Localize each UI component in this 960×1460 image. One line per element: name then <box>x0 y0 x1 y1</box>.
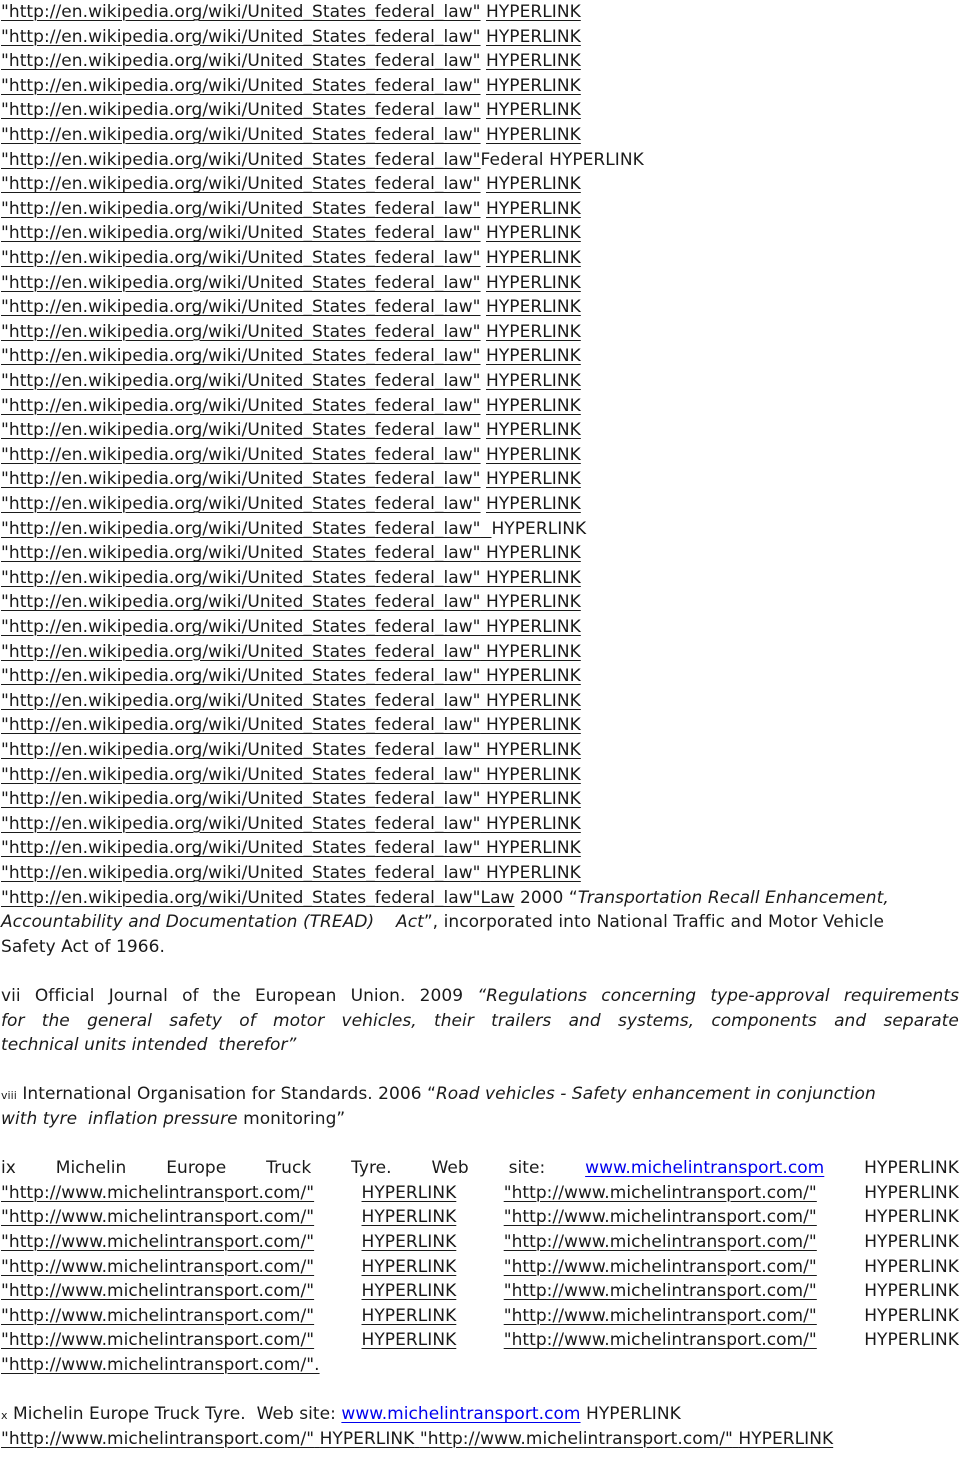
wiki-url[interactable]: "http://en.wikipedia.org/wiki/United_States_federal_law" <box>1 371 481 391</box>
wiki-link-line[interactable] <box>1 394 581 419</box>
wiki-link-line[interactable] <box>1 615 581 640</box>
note-word: general <box>87 1010 153 1031</box>
hyperlink-field: HYPERLINK <box>486 813 581 834</box>
wiki-url[interactable]: "http://en.wikipedia.org/wiki/United_States_federal_law" <box>1 863 481 883</box>
hyperlink-field: HYPERLINK <box>486 2 581 22</box>
michelin-url[interactable]: "http://www.michelintransport.com/" <box>419 1428 733 1449</box>
hyperlink-field: HYPERLINK <box>486 371 581 391</box>
note-word: Journal <box>108 986 168 1006</box>
note-word: for <box>1 1010 25 1031</box>
footnote-marker: ix <box>1 1158 16 1179</box>
wiki-link-line[interactable] <box>1 492 581 517</box>
michelin-url[interactable]: "http://www.michelintransport.com/" <box>1 1207 315 1228</box>
hyperlink-field: HYPERLINK <box>586 1404 681 1425</box>
hyperlink-field: HYPERLINK <box>486 543 581 564</box>
note-word: and <box>834 1010 867 1031</box>
wiki-link-line[interactable] <box>1 418 581 443</box>
michelin-link-line <box>1 1304 959 1329</box>
note-word: separate <box>883 1010 959 1031</box>
hyperlink-field: HYPERLINK <box>361 1256 457 1277</box>
hyperlink-field: HYPERLINK <box>486 740 581 760</box>
note-word: the <box>212 986 241 1006</box>
michelin-url[interactable]: "http://www.michelintransport.com/" <box>1 1232 315 1252</box>
michelin-site-link[interactable]: www.michelintransport.com <box>585 1158 825 1179</box>
wiki-url[interactable]: "http://en.wikipedia.org/wiki/United_States_federal_law" <box>1 592 481 613</box>
note-vii-line-2 <box>1 1009 959 1034</box>
hyperlink-field: HYPERLINK <box>486 789 581 810</box>
note-word: and <box>568 1010 601 1031</box>
hyperlink-field: HYPERLINK <box>486 641 581 662</box>
wiki-link-line[interactable] <box>1 590 581 615</box>
hyperlink-field: HYPERLINK <box>486 321 581 342</box>
hyperlink-field: HYPERLINK <box>486 764 581 785</box>
wiki-link-line[interactable] <box>1 221 581 246</box>
michelin-site-link[interactable]: www.michelintransport.com <box>341 1404 581 1425</box>
wiki-link-line[interactable] <box>1 467 581 492</box>
note-word: type-approval <box>710 986 830 1006</box>
wiki-url[interactable]: "http://en.wikipedia.org/wiki/United_States_federal_law" <box>1 223 481 244</box>
wiki-url[interactable]: "http://en.wikipedia.org/wiki/United_States_federal_law" <box>1 543 481 564</box>
hyperlink-field: HYPERLINK <box>486 198 581 219</box>
wiki-link-line[interactable] <box>1 25 581 50</box>
note-word: Michelin <box>55 1158 127 1179</box>
wiki-url[interactable]: "http://en.wikipedia.org/wiki/United_States_federal_law" <box>1 51 481 72</box>
michelin-link-line <box>1 1255 959 1280</box>
hyperlink-field: HYPERLINK <box>864 1182 959 1203</box>
note-word: Official <box>34 986 95 1006</box>
wiki-link-line[interactable] <box>1 271 581 296</box>
michelin-url[interactable]: "http://www.michelintransport.com/". <box>1 1355 320 1375</box>
wiki-url[interactable]: "http://en.wikipedia.org/wiki/United_States_federal_law" <box>1 666 481 687</box>
hyperlink-field: HYPERLINK <box>486 346 581 367</box>
hyperlink-field: HYPERLINK <box>864 1158 959 1179</box>
wiki-url[interactable]: "http://en.wikipedia.org/wiki/United_States_federal_law" <box>1 420 481 441</box>
wiki-url[interactable]: "http://en.wikipedia.org/wiki/United_States_federal_law" <box>1 149 481 170</box>
wiki-link-line[interactable] <box>1 369 581 394</box>
iso-title-part2: with tyre inflation pressure <box>1 1109 238 1129</box>
wiki-link-line[interactable] <box>1 640 581 665</box>
michelin-url[interactable]: "http://www.michelintransport.com/" <box>1 1330 315 1351</box>
note-word: Union. <box>350 986 406 1006</box>
footnote-marker: x <box>1 1409 8 1423</box>
hyperlink-field: HYPERLINK <box>486 51 581 72</box>
hyperlink-field: HYPERLINK <box>361 1207 457 1228</box>
wiki-link-line[interactable] <box>1 689 581 714</box>
wiki-url[interactable]: "http://en.wikipedia.org/wiki/United_States_federal_law" <box>1 395 481 416</box>
wiki-link-line[interactable] <box>1 861 581 886</box>
hyperlink-field: HYPERLINK <box>486 469 581 490</box>
note-word: Truck <box>266 1158 312 1179</box>
footnote-marker: vii <box>1 986 21 1006</box>
michelin-url[interactable]: "http://www.michelintransport.com/" <box>503 1256 817 1277</box>
michelin-link-final <box>1 1353 320 1378</box>
wiki-url[interactable]: "http://en.wikipedia.org/wiki/United_States_federal_law" <box>1 469 481 490</box>
wiki-url[interactable]: "http://en.wikipedia.org/wiki/United_States_federal_law" <box>1 567 481 588</box>
wiki-url[interactable]: "http://en.wikipedia.org/wiki/United_States_federal_law" <box>1 346 481 367</box>
hyperlink-field: HYPERLINK <box>486 715 581 736</box>
wiki-link-line[interactable] <box>1 74 581 99</box>
hyperlink-field: HYPERLINK <box>738 1428 834 1449</box>
hyperlink-field: HYPERLINK <box>361 1232 457 1252</box>
note-word: European <box>255 986 337 1006</box>
wiki-link-line[interactable] <box>1 836 581 861</box>
hyperlink-field: HYPERLINK <box>491 518 587 539</box>
wiki-url[interactable]: "http://en.wikipedia.org/wiki/United_States_federal_law" <box>1 813 481 834</box>
wiki-link-line[interactable] <box>1 713 581 738</box>
note-viii-line-2 <box>1 1107 345 1132</box>
wiki-url[interactable]: "http://en.wikipedia.org/wiki/United_States_federal_law" <box>1 715 481 736</box>
wiki-url[interactable]: "http://en.wikipedia.org/wiki/United_States_federal_law" <box>1 617 481 637</box>
note-word: their <box>434 1010 474 1031</box>
hyperlink-field: HYPERLINK <box>864 1232 959 1252</box>
note-word: the <box>41 1010 70 1031</box>
law-word: Law <box>480 887 515 908</box>
wiki-link-line[interactable] <box>1 98 581 123</box>
michelin-url[interactable]: "http://www.michelintransport.com/" <box>1 1428 315 1449</box>
michelin-link-line <box>1 1230 959 1255</box>
wiki-url[interactable]: "http://en.wikipedia.org/wiki/United_States_federal_law" <box>1 740 481 760</box>
tread-title-part1: Transportation Recall Enhancement, <box>577 887 889 908</box>
note-word: site: <box>508 1158 546 1179</box>
wiki-link-line[interactable] <box>1 787 581 812</box>
wiki-url[interactable]: "http://en.wikipedia.org/wiki/United_States_federal_law" <box>1 764 481 785</box>
wiki-url[interactable]: "http://en.wikipedia.org/wiki/United_States_federal_law" <box>1 100 481 121</box>
note-text: International Organisation for Standards. 2006 “ <box>16 1084 436 1105</box>
note-text: Michelin Europe Truck Tyre. Web site: <box>7 1404 342 1425</box>
wiki-url[interactable]: "http://en.wikipedia.org/wiki/United_States_federal_law" <box>1 174 481 195</box>
regulation-title-end: technical units intended therefor” <box>1 1035 297 1056</box>
note-ix-line-1 <box>1 1156 959 1181</box>
hyperlink-field: HYPERLINK <box>486 617 581 637</box>
note-word: concerning <box>601 986 697 1006</box>
wiki-url[interactable]: "http://en.wikipedia.org/wiki/United_States_federal_law" <box>1 2 481 22</box>
michelin-url[interactable]: "http://www.michelintransport.com/" <box>503 1305 817 1326</box>
note-word: 2009 <box>419 986 464 1006</box>
wiki-url[interactable]: "http://en.wikipedia.org/wiki/United_States_federal_law" <box>1 297 481 318</box>
wiki-link-line[interactable] <box>1 172 581 197</box>
hyperlink-field: HYPERLINK <box>361 1330 457 1351</box>
iso-title-part1: Road vehicles - Safety enhancement in conjunction <box>435 1084 876 1105</box>
note-x-line-1 <box>1 1402 681 1427</box>
wiki-url[interactable]: "http://en.wikipedia.org/wiki/United_States_federal_law" <box>1 690 481 711</box>
wiki-link-line[interactable] <box>1 664 581 689</box>
michelin-url[interactable]: "http://www.michelintransport.com/" <box>503 1281 817 1302</box>
wiki-link-line[interactable] <box>1 0 581 25</box>
hyperlink-field: HYPERLINK <box>486 26 581 47</box>
hyperlink-field: HYPERLINK <box>486 248 581 268</box>
hyperlink-field: HYPERLINK <box>361 1281 457 1302</box>
michelin-link-line <box>1 1205 959 1230</box>
wiki-url[interactable]: "http://en.wikipedia.org/wiki/United_States_federal_law" <box>1 248 481 268</box>
wiki-link-line[interactable] <box>1 812 581 837</box>
note-text: Safety Act of 1966. <box>1 936 165 957</box>
hyperlink-field: HYPERLINK <box>864 1281 959 1302</box>
wiki-url[interactable]: "http://en.wikipedia.org/wiki/United_States_federal_law" <box>1 272 481 293</box>
hyperlink-field: HYPERLINK <box>486 592 581 613</box>
wiki-url[interactable]: "http://en.wikipedia.org/wiki/United_States_federal_law" <box>1 887 481 908</box>
hyperlink-field: HYPERLINK <box>486 125 581 145</box>
wiki-url[interactable]: "http://en.wikipedia.org/wiki/United_States_federal_law" <box>1 26 481 47</box>
wiki-link-line[interactable] <box>1 541 581 566</box>
wiki-link-line[interactable] <box>1 763 581 788</box>
hyperlink-field: HYPERLINK <box>486 567 581 588</box>
michelin-link-line <box>1 1328 959 1353</box>
michelin-link-line <box>1 1181 959 1206</box>
hyperlink-field: HYPERLINK <box>486 863 581 883</box>
michelin-url[interactable]: "http://www.michelintransport.com/" <box>503 1330 817 1351</box>
wiki-link-line[interactable] <box>1 49 581 74</box>
wiki-link-line[interactable] <box>1 566 581 591</box>
note-text: monitoring” <box>237 1109 346 1129</box>
note-text: 2000 “ <box>514 887 578 908</box>
note-word: Tyre. <box>351 1158 392 1179</box>
hyperlink-field: HYPERLINK <box>486 174 581 195</box>
footnote-marker: viii <box>1 1089 17 1103</box>
note-vi-line-3 <box>1 935 165 960</box>
note-word: requirements <box>843 986 959 1006</box>
hyperlink-field: HYPERLINK <box>486 272 581 293</box>
wiki-link-line[interactable] <box>1 517 586 542</box>
hyperlink-field: HYPERLINK <box>319 1428 415 1449</box>
hyperlink-field: HYPERLINK <box>486 75 581 96</box>
michelin-link-line <box>1 1427 833 1452</box>
michelin-url[interactable]: "http://www.michelintransport.com/" <box>1 1305 315 1326</box>
tread-title-part2: Accountability and Documentation (TREAD) Act <box>1 912 424 933</box>
note-vii-line-3 <box>1 1033 296 1058</box>
wiki-link-line[interactable] <box>1 320 581 345</box>
wiki-url[interactable]: "http://en.wikipedia.org/wiki/United_States_federal_law" <box>1 321 481 342</box>
wiki-url[interactable]: "http://en.wikipedia.org/wiki/United_States_federal_law" <box>1 444 481 465</box>
note-word: systems, <box>617 1010 695 1031</box>
wiki-url[interactable]: "http://en.wikipedia.org/wiki/United_States_federal_law" <box>1 518 481 539</box>
note-word: trailers <box>491 1010 552 1031</box>
wiki-link-line[interactable] <box>1 295 581 320</box>
wiki-link-line[interactable] <box>1 738 581 763</box>
wiki-link-line[interactable] <box>1 246 581 271</box>
note-word: of <box>182 986 199 1006</box>
hyperlink-field: HYPERLINK <box>486 838 581 859</box>
wiki-url[interactable]: "http://en.wikipedia.org/wiki/United_States_federal_law" <box>1 838 481 859</box>
note-word: Web <box>431 1158 469 1179</box>
michelin-url[interactable]: "http://www.michelintransport.com/" <box>1 1182 315 1203</box>
michelin-url[interactable]: "http://www.michelintransport.com/" <box>1 1281 315 1302</box>
hyperlink-field: HYPERLINK <box>486 297 581 318</box>
wiki-link-line[interactable] <box>1 443 581 468</box>
hyperlink-field: HYPERLINK <box>361 1182 457 1203</box>
note-word: “Regulations <box>477 986 588 1006</box>
wiki-link-line[interactable] <box>1 197 581 222</box>
wiki-url[interactable]: "http://en.wikipedia.org/wiki/United_States_federal_law" <box>1 494 481 514</box>
note-word: of <box>239 1010 256 1031</box>
note-vii-line-1 <box>1 984 959 1009</box>
hyperlink-field: HYPERLINK <box>864 1330 959 1351</box>
note-vi-line-2 <box>1 910 884 935</box>
note-word: Europe <box>166 1158 227 1179</box>
michelin-url[interactable]: "http://www.michelintransport.com/" <box>503 1207 817 1228</box>
wiki-link-line[interactable] <box>1 344 581 369</box>
hyperlink-field: HYPERLINK <box>486 223 581 244</box>
note-word: motor <box>272 1010 325 1031</box>
wiki-url[interactable]: "http://en.wikipedia.org/wiki/United_States_federal_law" <box>1 125 481 145</box>
hyperlink-field: HYPERLINK <box>549 149 644 170</box>
note-word: vehicles, <box>341 1010 417 1031</box>
federal-word: Federal <box>480 149 544 170</box>
note-vi-line-1 <box>1 886 889 911</box>
note-viii-line-1 <box>1 1082 876 1107</box>
hyperlink-field: HYPERLINK <box>864 1256 959 1277</box>
wiki-url[interactable]: "http://en.wikipedia.org/wiki/United_States_federal_law" <box>1 641 481 662</box>
hyperlink-field: HYPERLINK <box>864 1207 959 1228</box>
michelin-link-line <box>1 1279 959 1304</box>
hyperlink-field: HYPERLINK <box>486 494 581 514</box>
hyperlink-field: HYPERLINK <box>361 1305 457 1326</box>
wiki-link-line[interactable] <box>1 123 581 148</box>
wiki-url[interactable]: "http://en.wikipedia.org/wiki/United_States_federal_law" <box>1 789 481 810</box>
wiki-link-line-federal[interactable] <box>1 148 644 173</box>
note-word: safety <box>169 1010 223 1031</box>
michelin-url[interactable]: "http://www.michelintransport.com/" <box>503 1182 817 1203</box>
hyperlink-field: HYPERLINK <box>486 444 581 465</box>
wiki-url[interactable]: "http://en.wikipedia.org/wiki/United_States_federal_law" <box>1 75 481 96</box>
hyperlink-field: HYPERLINK <box>486 395 581 416</box>
hyperlink-field: HYPERLINK <box>486 100 581 121</box>
michelin-url[interactable]: "http://www.michelintransport.com/" <box>1 1256 315 1277</box>
hyperlink-field: HYPERLINK <box>864 1305 959 1326</box>
note-word: components <box>711 1010 817 1031</box>
hyperlink-field: HYPERLINK <box>486 666 581 687</box>
hyperlink-field: HYPERLINK <box>486 420 581 441</box>
hyperlink-field: HYPERLINK <box>486 690 581 711</box>
wiki-url[interactable]: "http://en.wikipedia.org/wiki/United_States_federal_law" <box>1 198 481 219</box>
note-text: ”, incorporated into National Traffic and Motor Vehicle <box>423 912 885 933</box>
michelin-url[interactable]: "http://www.michelintransport.com/" <box>503 1232 817 1252</box>
